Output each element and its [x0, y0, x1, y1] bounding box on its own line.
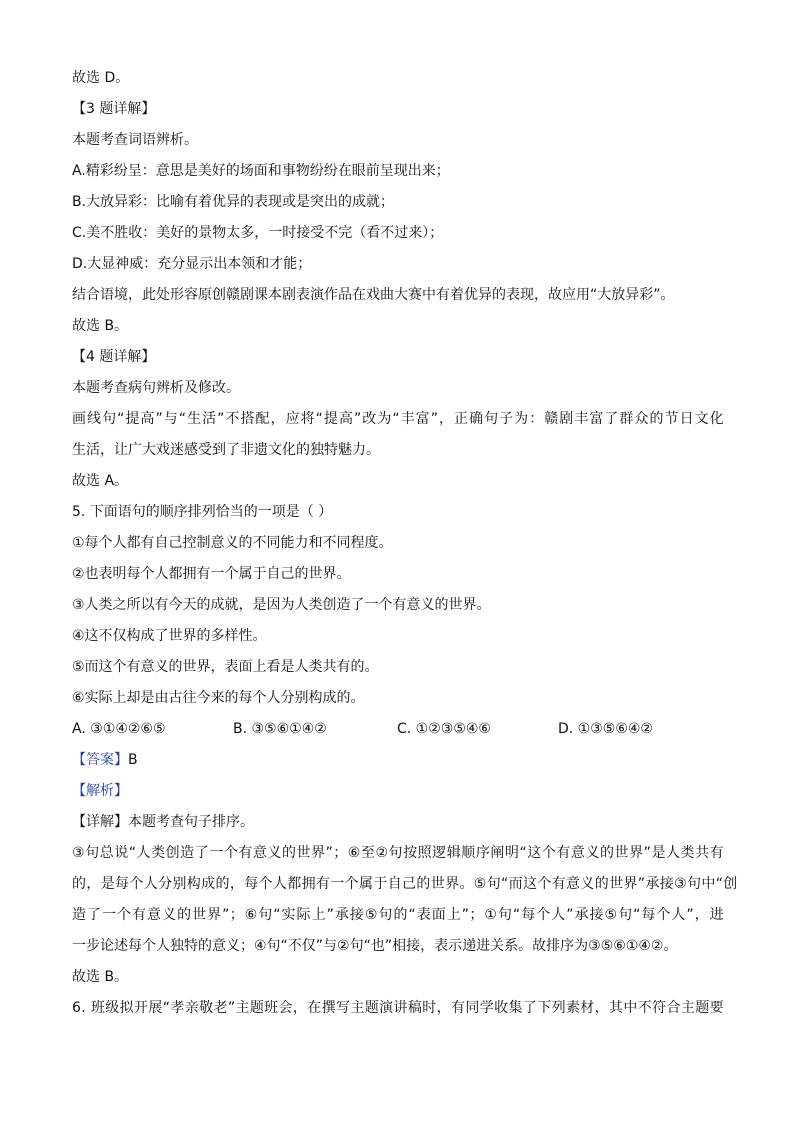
- sentence-item: ①每个人都有自己控制意义的不同能力和不同程度。: [72, 535, 393, 551]
- sentence-item: ④这不仅构成了世界的多样性。: [72, 628, 267, 644]
- paragraph-line: 一步论述每个人独特的意义；④句“不仅”与②句“也”相接，表示递进关系。故排序为③⑤⑥①④②。: [72, 938, 678, 954]
- text-line: C.美不胜收：美好的景物太多，一时接受不完（看不过来）；: [72, 225, 444, 241]
- analysis-label: 【解析】: [72, 783, 128, 799]
- text-line: B.大放异彩：比喻有着优异的表现或是突出的成就；: [72, 194, 395, 210]
- option-d: D. ①③⑤⑥④②: [558, 721, 653, 737]
- text-line: 故选 B。: [72, 969, 129, 985]
- answer-label: 【答案】: [72, 752, 128, 768]
- sentence-item: ②也表明每个人都拥有一个属于自己的世界。: [72, 566, 351, 582]
- answer-line: [72, 745, 724, 776]
- document-page: [72, 63, 738, 1024]
- text-line: 本题考查词语辨析。: [72, 132, 198, 148]
- text-line: 故选 B。: [72, 318, 129, 334]
- detail-label: 【详解】: [72, 814, 128, 830]
- option-b: B. ③⑤⑥①④②: [233, 721, 327, 737]
- question-title: 5. 下面语句的顺序排列恰当的一项是（ ）: [72, 504, 333, 520]
- question-title: 6. 班级拟开展“孝亲敬老”主题班会，在撰写主题演讲稿时，有同学收集了下列素材，其中不符合主题要: [72, 1000, 724, 1016]
- paragraph-line: 的，是每个人分别构成的，每个人都拥有一个属于自己的世界。⑤句“而这个有意义的世界”承接③句中“创: [72, 876, 738, 892]
- sentence-item: ⑥实际上却是由古往今来的每个人分别构成的。: [72, 690, 365, 706]
- detail-text: 本题考查句子排序。: [128, 814, 254, 830]
- text-line: 故选 D。: [72, 70, 130, 86]
- analysis-line: [72, 776, 724, 807]
- text-line: D.大显神威：充分显示出本领和才能；: [72, 256, 312, 272]
- sentence-item: ③人类之所以有今天的成就，是因为人类创造了一个有意义的世界。: [72, 597, 491, 613]
- text-line: 生活，让广大戏迷感受到了非遗文化的独特魅力。: [72, 442, 380, 458]
- section-heading: 【4 题详解】: [72, 349, 156, 365]
- paragraph-line: 造了一个有意义的世界”；⑥句“实际上”承接⑤句的“表面上”；①句“每个人”承接⑤句“每个人”，进: [72, 907, 724, 923]
- option-a: A. ③①④②⑥⑤: [72, 721, 166, 737]
- detail-line: [72, 807, 724, 838]
- answer-value: B: [128, 752, 138, 768]
- section-heading: 【3 题详解】: [72, 101, 156, 117]
- option-c: C. ①②③⑤④⑥: [397, 721, 491, 737]
- answer-options: [72, 714, 724, 745]
- text-line: 故选 A。: [72, 473, 129, 489]
- sentence-item: ⑤而这个有意义的世界，表面上看是人类共有的。: [72, 659, 379, 675]
- text-line: A.精彩纷呈：意思是美好的场面和事物纷纷在眼前呈现出来；: [72, 163, 450, 179]
- paragraph-line: ③句总说“人类创造了一个有意义的世界”；⑥至②句按照逻辑顺序阐明“这个有意义的世界”是人类共有: [72, 845, 724, 861]
- text-line: 画线句“提高”与“生活”不搭配，应将“提高”改为“丰富”，正确句子为：赣剧丰富了群众的节日文化: [72, 411, 724, 427]
- text-line: 结合语境，此处形容原创赣剧课本剧表演作品在戏曲大赛中有着优异的表现，故应用“大放异彩”。: [72, 287, 675, 303]
- text-line: 本题考查病句辨析及修改。: [72, 380, 240, 396]
